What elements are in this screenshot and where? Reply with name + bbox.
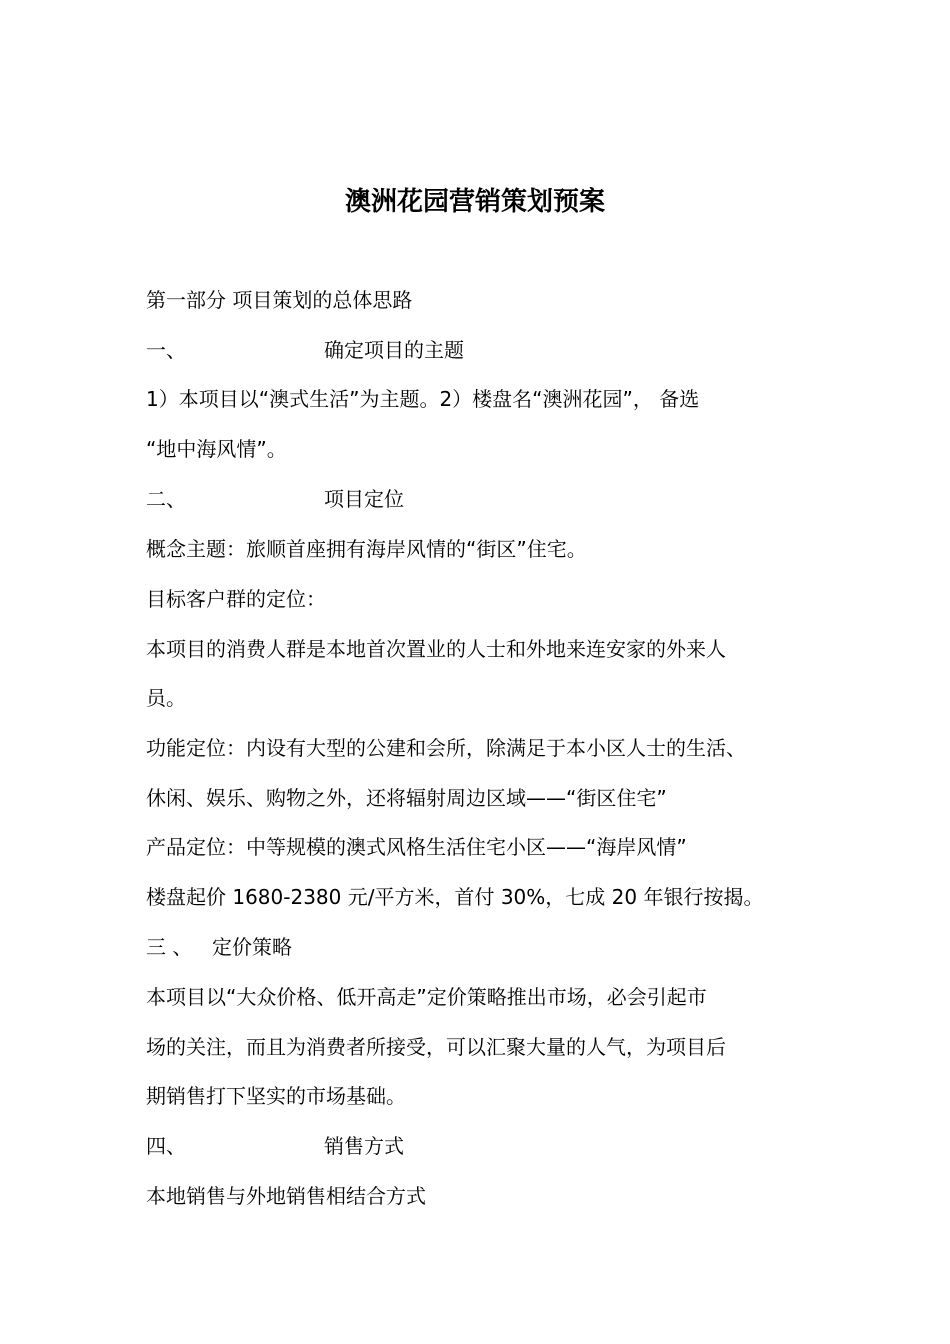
paragraph-line: 本项目以“大众价格、低开高走”定价策略推出市场，必会引起市 xyxy=(146,985,707,1009)
section-number: 二、 xyxy=(146,487,186,511)
paragraph-line: 楼盘起价 1680-2380 元/平方米，首付 30%，七成 20 年银行按揭。 xyxy=(146,885,764,909)
paragraph-line: 本地销售与外地销售相结合方式 xyxy=(146,1184,426,1208)
paragraph-line: 场的关注，而且为消费者所接受，可以汇聚大量的人气，为项目后 xyxy=(146,1035,726,1059)
section-title: 定价策略 xyxy=(212,935,292,959)
paragraph-line: 1）本项目以“澳式生活”为主题。2）楼盘名“澳洲花园”， 备选 xyxy=(146,387,700,411)
paragraph-line: 概念主题：旅顺首座拥有海岸风情的“街区”住宅。 xyxy=(146,537,587,561)
section-heading-3 xyxy=(146,932,292,962)
paragraph-line: 目标客户群的定位： xyxy=(146,587,326,611)
document-title: 澳洲花园营销策划预案 xyxy=(344,187,605,217)
section-number: 一、 xyxy=(146,338,186,362)
section-title: 项目定位 xyxy=(324,487,404,511)
section-number: 四、 xyxy=(146,1134,186,1158)
paragraph-line: 休闲、娱乐、购物之外，还将辐射周边区域——“街区住宅” xyxy=(146,786,667,810)
section-title: 销售方式 xyxy=(324,1134,404,1158)
paragraph-line: 员。 xyxy=(146,686,186,710)
paragraph-line: 功能定位：内设有大型的公建和会所，除满足于本小区人士的生活、 xyxy=(146,736,746,760)
section-number: 三 、 xyxy=(146,935,193,959)
section-heading-4 xyxy=(146,1131,404,1161)
paragraph-line: 期销售打下坚实的市场基础。 xyxy=(146,1084,406,1108)
section-heading-1 xyxy=(146,335,464,365)
section-title: 确定项目的主题 xyxy=(324,338,464,362)
paragraph-line: 产品定位：中等规模的澳式风格生活住宅小区——“海岸风情” xyxy=(146,835,687,859)
paragraph-line: “地中海风情”。 xyxy=(146,437,287,461)
paragraph-line: 本项目的消费人群是本地首次置业的人士和外地来连安家的外来人 xyxy=(146,637,726,661)
part-heading: 第一部分 项目策划的总体思路 xyxy=(146,288,413,312)
section-heading-2 xyxy=(146,484,404,514)
